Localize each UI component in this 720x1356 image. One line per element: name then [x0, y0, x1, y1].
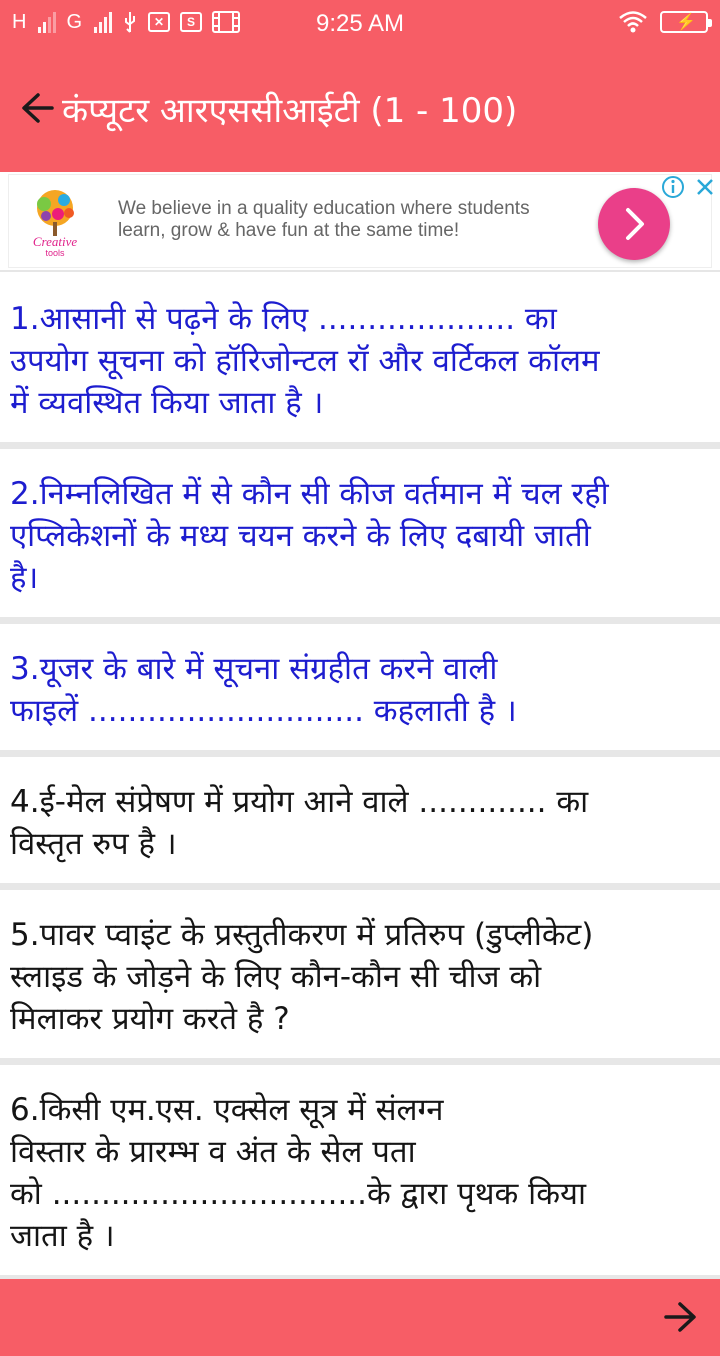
close-icon[interactable] — [692, 174, 718, 200]
list-item[interactable] — [0, 449, 720, 624]
info-icon[interactable] — [660, 174, 686, 200]
notification-icon: ✕ — [148, 12, 170, 32]
ad-logo-subtext: tools — [45, 248, 65, 258]
list-item[interactable] — [0, 274, 720, 449]
question-text: 6.किसी एम.एस. एक्सेल सूत्र में संलग्न विस्तार के प्रारम्भ व अंत के सेल पता को ................................के द्वारा पृथक किया जाता है । — [10, 1092, 587, 1254]
question-text: 4.ई-मेल संप्रेषण में प्रयोग आने वाले ............. का विस्तृत रुप है । — [10, 784, 589, 862]
question-text: 1.आसानी से पढ़ने के लिए .................... का उपयोग सूचना को हॉरिजोन्टल रॉ और वर्टिकल कॉलम में व्यवस्थित किया जाता है । — [10, 301, 600, 421]
battery-icon: ⚡ — [660, 11, 708, 33]
question-text: 2.निम्नलिखित में से कौन सी कीज वर्तमान में चल रही एप्लिकेशनों के मध्य चयन करने के लिए दबायी जाती है। — [10, 476, 609, 596]
app-bar — [0, 48, 720, 172]
ad-text[interactable]: We believe in a quality education where students learn, grow & have fun at the same time! — [118, 198, 530, 241]
bottom-bar — [0, 1279, 720, 1356]
question-list — [0, 274, 720, 1282]
list-item[interactable] — [0, 624, 720, 757]
arrow-right-icon[interactable] — [660, 1297, 700, 1337]
list-item[interactable] — [0, 757, 720, 890]
status-time: 9:25 AM — [315, 10, 405, 37]
list-item[interactable] — [0, 890, 720, 1065]
status-right — [618, 10, 708, 34]
sim-icon: S — [180, 12, 202, 32]
status-bar — [0, 0, 720, 48]
network-type-1: H — [12, 10, 27, 33]
arrow-left-icon[interactable] — [18, 88, 58, 128]
page-title: कंप्यूटर आरएससीआईटी (1 - 100) — [62, 91, 518, 131]
question-text: 5.पावर प्वाइंट के प्रस्तुतीकरण में प्रतिरुप (डुप्लीकेट) स्लाइड के जोड़ने के लिए कौन-कौन सी चीज को मिलाकर प्रयोग करते है ? — [10, 917, 594, 1037]
ad-logo[interactable] — [22, 186, 88, 258]
ad-banner[interactable] — [0, 172, 720, 272]
ad-logo-text: Creative — [32, 234, 78, 249]
question-text: 3.यूजर के बारे में सूचना संग्रहीत करने वाली फाइलें ............................ कहलाती है । — [10, 651, 517, 729]
list-item[interactable] — [0, 1065, 720, 1282]
network-type-2: G — [66, 10, 83, 33]
wifi-icon — [618, 10, 648, 34]
